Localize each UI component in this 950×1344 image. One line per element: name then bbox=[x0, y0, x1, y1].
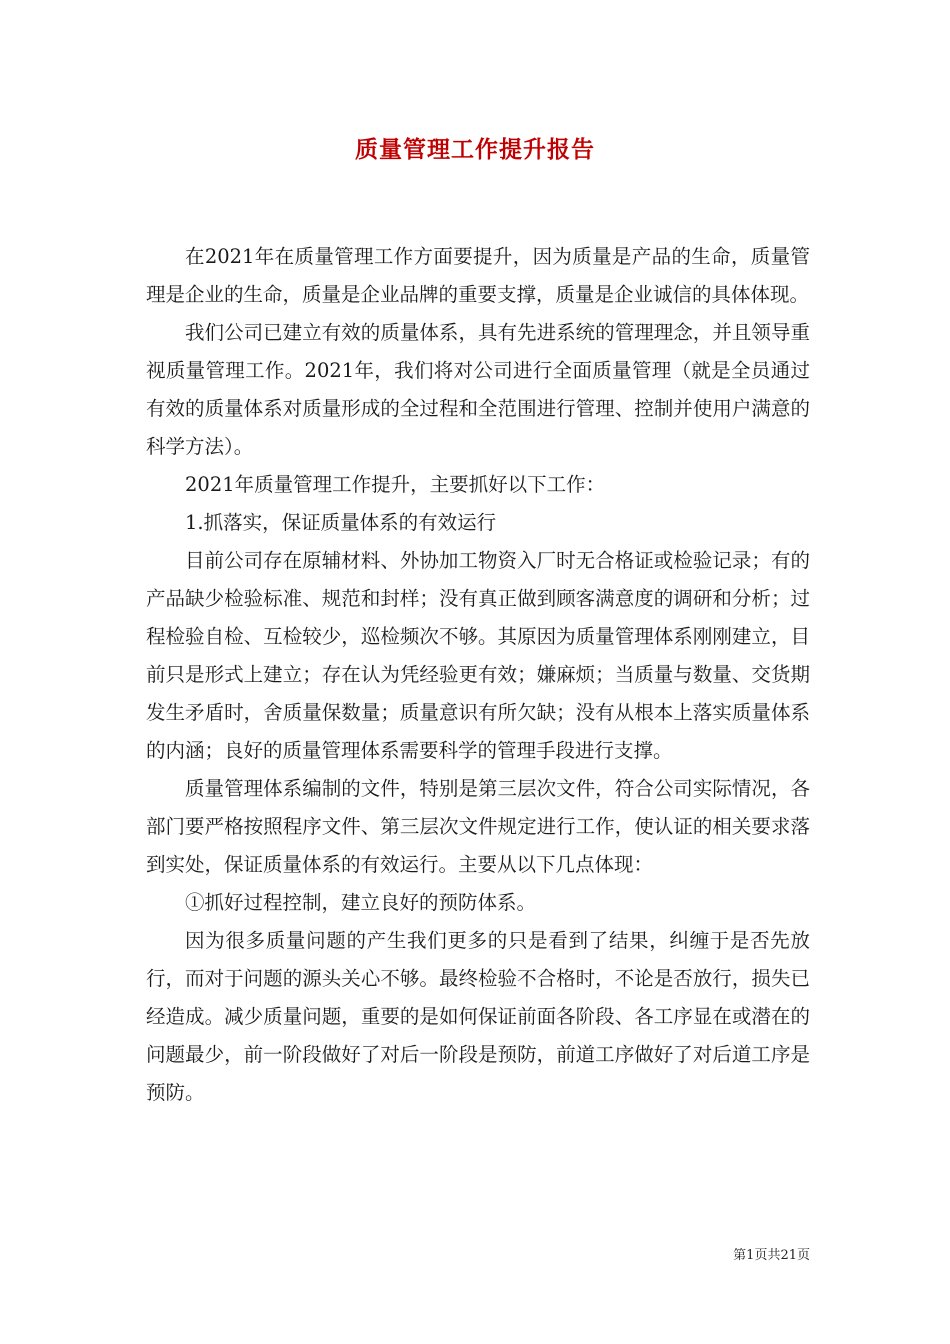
paragraph: 质量管理体系编制的文件，特别是第三层次文件，符合公司实际情况，各部门要严格按照程序文件、第三层次文件规定进行工作，使认证的相关要求落到实处，保证质量体系的有效运行。主要从以下几点体现： bbox=[146, 777, 810, 876]
paragraph: 因为很多质量问题的产生我们更多的只是看到了结果，纠缠于是否先放行，而对于问题的源头关心不够。最终检验不合格时，不论是否放行，损失已经造成。减少质量问题，重要的是如何保证前面各阶段、各工序显在或潜在的问题最少，前一阶段做好了对后一阶段是预防，前道工序做好了对后道工序是预防。 bbox=[146, 929, 810, 1104]
paragraph: 2021年质量管理工作提升，主要抓好以下工作： bbox=[185, 473, 606, 496]
sub-heading: ①抓好过程控制，建立良好的预防体系。 bbox=[185, 891, 537, 914]
paragraph: 我们公司已建立有效的质量体系，具有先进系统的管理理念，并且领导重视质量管理工作。2021年，我们将对公司进行全面质量管理（就是全员通过有效的质量体系对质量形成的全过程和全范围进行管理、控制并使用户满意的科学方法）。 bbox=[146, 321, 810, 458]
document-title: 质量管理工作提升报告 bbox=[355, 136, 595, 163]
page-number-footer: 第1页共21页 bbox=[733, 1248, 810, 1263]
paragraph: 在2021年在质量管理工作方面要提升，因为质量是产品的生命，质量管理是企业的生命，质量是企业品牌的重要支撑，质量是企业诚信的具体体现。 bbox=[146, 245, 810, 306]
section-heading: 1.抓落实，保证质量体系的有效运行 bbox=[185, 511, 497, 534]
document-body bbox=[146, 238, 810, 1112]
paragraph: 目前公司存在原辅材料、外协加工物资入厂时无合格证或检验记录；有的产品缺少检验标准、规范和封样；没有真正做到顾客满意度的调研和分析；过程检验自检、互检较少，巡检频次不够。其原因为质量管理体系刚刚建立，目前只是形式上建立；存在认为凭经验更有效；嫌麻烦；当质量与数量、交货期发生矛盾时，舍质量保数量；质量意识有所欠缺；没有从根本上落实质量体系的内涵；良好的质量管理体系需要科学的管理手段进行支撑。 bbox=[146, 549, 810, 762]
